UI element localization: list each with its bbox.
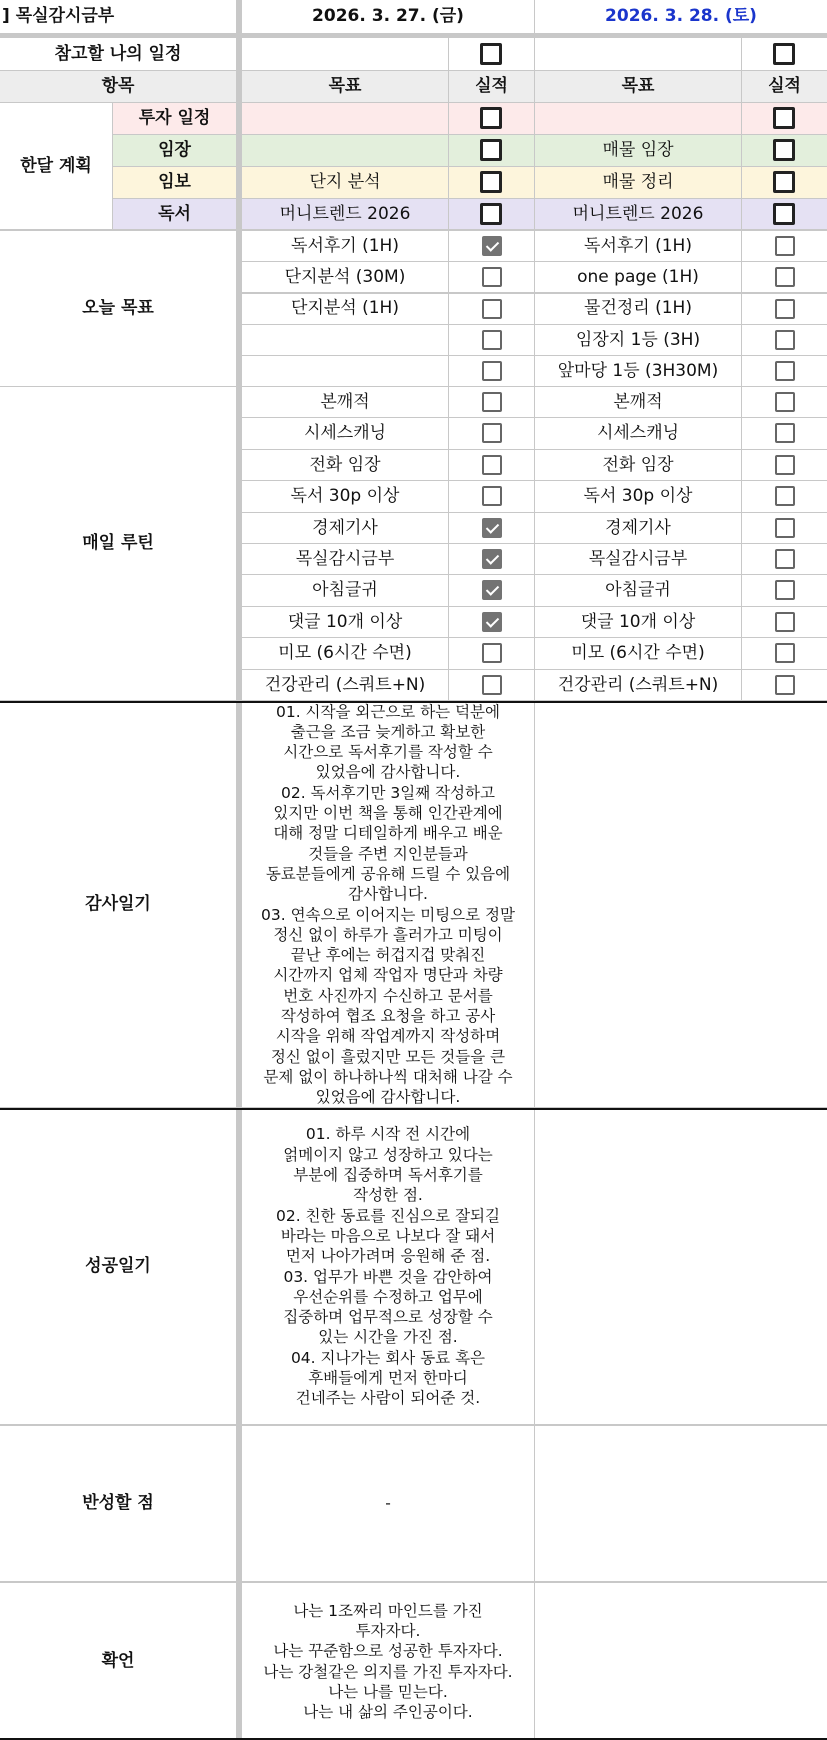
day1-routine-item[interactable]: 시세스캐닝: [242, 418, 448, 448]
day2-routine-checkbox[interactable]: [775, 549, 795, 569]
day2-routine-item[interactable]: 경제기사: [535, 513, 741, 543]
day1-routine-checkbox[interactable]: [482, 643, 502, 663]
day1-today-goal-check-cell: [449, 262, 534, 292]
day2-imjang-goal[interactable]: 매물 임장: [535, 135, 741, 166]
day1-routine-check-cell: [449, 607, 534, 637]
day1-routine-checkbox[interactable]: [482, 612, 502, 632]
day2-routine-check-cell: [742, 450, 827, 480]
day2-gratitude[interactable]: [535, 702, 827, 1107]
day1-routine-item[interactable]: 본깨적: [242, 387, 448, 417]
day2-today-goal-check-cell: [742, 356, 827, 386]
reading-label: 독서: [113, 199, 236, 229]
day1-routine-check-cell: [449, 513, 534, 543]
day2-reading-check-cell: [742, 199, 827, 229]
imbo-label: 임보: [113, 167, 236, 198]
day2-routine-check-cell: [742, 418, 827, 448]
day1-today-goal[interactable]: [242, 325, 448, 355]
day1-routine-check-cell: [449, 670, 534, 700]
affirmation-label: 확언: [0, 1583, 236, 1740]
day2-routine-checkbox[interactable]: [775, 423, 795, 443]
day2-affirmation[interactable]: [535, 1583, 827, 1740]
day1-routine-item[interactable]: 경제기사: [242, 513, 448, 543]
day2-routine-item[interactable]: 미모 (6시간 수면): [535, 638, 741, 668]
day1-today-goal-checkbox[interactable]: [482, 236, 502, 256]
day2-imbo-checkbox[interactable]: [773, 171, 795, 193]
day1-routine-check-cell: [449, 418, 534, 448]
day1-imbo-checkbox[interactable]: [480, 171, 502, 193]
day1-imjang-goal[interactable]: [242, 135, 448, 166]
success-label: 성공일기: [0, 1109, 236, 1424]
day2-routine-item[interactable]: 아침글귀: [535, 575, 741, 605]
day1-routine-check-cell: [449, 387, 534, 417]
day1-today-goal-check-cell: [449, 294, 534, 324]
day2-routine-checkbox[interactable]: [775, 486, 795, 506]
day2-routine-checkbox[interactable]: [775, 392, 795, 412]
day2-routine-item[interactable]: 건강관리 (스쿼트+N): [535, 670, 741, 700]
day2-today-goal-checkbox[interactable]: [775, 330, 795, 350]
day1-routine-item[interactable]: 목실감시금부: [242, 544, 448, 574]
day2-routine-checkbox[interactable]: [775, 518, 795, 538]
day1-today-goal-checkbox[interactable]: [482, 267, 502, 287]
day1-today-goal-checkbox[interactable]: [482, 330, 502, 350]
day2-today-goal-check-cell: [742, 231, 827, 261]
day1-today-goal-check-cell: [449, 231, 534, 261]
day1-routine-checkbox[interactable]: [482, 486, 502, 506]
imjang-label: 임장: [113, 135, 236, 166]
day1-today-goal[interactable]: 단지분석 (1H): [242, 294, 448, 324]
day2-ref-checkbox[interactable]: [773, 43, 795, 65]
day2-imbo-goal[interactable]: 매물 정리: [535, 167, 741, 198]
day2-routine-checkbox[interactable]: [775, 455, 795, 475]
day2-routine-checkbox[interactable]: [775, 612, 795, 632]
day2-today-goal-check-cell: [742, 262, 827, 292]
day1-routine-checkbox[interactable]: [482, 518, 502, 538]
day1-routine-checkbox[interactable]: [482, 675, 502, 695]
ref-schedule-label: 참고할 나의 일정: [0, 38, 236, 70]
day1-routine-item[interactable]: 아침글귀: [242, 575, 448, 605]
day1-routine-item[interactable]: 전화 임장: [242, 450, 448, 480]
day1-routine-checkbox[interactable]: [482, 549, 502, 569]
day1-reflection[interactable]: [242, 1426, 534, 1581]
day1-result-header: 실적: [449, 71, 534, 102]
day1-gratitude-text: 01. 시작을 외근으로 하는 덕분에 출근을 조금 늦게하고 확보한 시간으로 독서후기를 작성할 수 있었음에 감사합니다. 02. 독서후기만 3일째 작성하고 있지만 이번 책을 통해 인간관계에 대해 정말 디테일하게 배우고 배운 것들을 주변 지인분들과 동료분들에게 공유해 드릴 수 있음에 감사합니다. 03. 연속으로 이어지는 미팅으로 정말 정신 없이 하루가 흘러가고 미팅이 끝난 후에는 허겁지겁 맞춰진 시간까지 업체 작업자 명단과 차량 번호 사진까지 수신하고 문서를 작성하여 협조 요청을 하고 공사 시작을 위해 작업계까지 작성하며 정신 없이 흘렀지만 모든 것들을 큰 문제 없이 하나하나씩 대처해 나갈 수 있었음에 감사합니다.: [261, 702, 515, 1107]
day2-today-goal-checkbox[interactable]: [775, 236, 795, 256]
day1-routine-check-cell: [449, 450, 534, 480]
day1-routine-item[interactable]: 독서 30p 이상: [242, 481, 448, 511]
day1-today-goal[interactable]: 독서후기 (1H): [242, 231, 448, 261]
gratitude-label: 감사일기: [0, 702, 236, 1107]
day1-invest-goal[interactable]: [242, 103, 448, 134]
day1-goal-header: 목표: [242, 71, 448, 102]
day2-routine-check-cell: [742, 607, 827, 637]
day2-imjang-check-cell: [742, 135, 827, 166]
day2-today-goal-check-cell: [742, 294, 827, 324]
today-goal-label: 오늘 목표: [0, 231, 236, 386]
day1-routine-checkbox[interactable]: [482, 423, 502, 443]
day1-reading-check-cell: [449, 199, 534, 229]
day1-routine-check-cell: [449, 544, 534, 574]
day2-date: 2026. 3. 28. (토): [535, 0, 827, 33]
day2-routine-item[interactable]: 독서 30p 이상: [535, 481, 741, 511]
day2-today-goal[interactable]: 독서후기 (1H): [535, 231, 741, 261]
day1-date: 2026. 3. 27. (금): [242, 0, 534, 33]
day1-routine-check-cell: [449, 638, 534, 668]
section-divider: [0, 701, 827, 703]
day2-routine-check-cell: [742, 513, 827, 543]
day2-routine-check-cell: [742, 670, 827, 700]
day2-routine-item[interactable]: 댓글 10개 이상: [535, 607, 741, 637]
day2-routine-check-cell: [742, 575, 827, 605]
day2-reading-goal[interactable]: 머니트렌드 2026: [535, 199, 741, 229]
day2-routine-checkbox[interactable]: [775, 643, 795, 663]
day1-invest-checkbox[interactable]: [480, 107, 502, 129]
monthly-plan-label: 한달 계획: [0, 103, 112, 229]
invest-schedule-label: 투자 일정: [113, 103, 236, 134]
day1-affirmation[interactable]: [242, 1583, 534, 1740]
day2-invest-goal[interactable]: [535, 103, 741, 134]
day1-imjang-check-cell: [449, 135, 534, 166]
day2-imbo-check-cell: [742, 167, 827, 198]
day2-imjang-checkbox[interactable]: [773, 139, 795, 161]
day2-today-goal-checkbox[interactable]: [775, 267, 795, 287]
day2-ref-schedule[interactable]: [535, 38, 741, 70]
day2-routine-checkbox[interactable]: [775, 580, 795, 600]
reflection-label: 반성할 점: [0, 1426, 236, 1581]
day1-today-goal[interactable]: [242, 356, 448, 386]
day2-reading-checkbox[interactable]: [773, 203, 795, 225]
daily-routine-label: 매일 루틴: [0, 387, 236, 700]
day2-today-goal-check-cell: [742, 325, 827, 355]
day1-ref-checkbox[interactable]: [480, 43, 502, 65]
day1-today-goal-checkbox[interactable]: [482, 299, 502, 319]
day2-routine-item[interactable]: 본깨적: [535, 387, 741, 417]
day2-today-goal-checkbox[interactable]: [775, 361, 795, 381]
day1-routine-item[interactable]: 댓글 10개 이상: [242, 607, 448, 637]
day1-routine-checkbox[interactable]: [482, 580, 502, 600]
day2-routine-item[interactable]: 목실감시금부: [535, 544, 741, 574]
day1-routine-check-cell: [449, 575, 534, 605]
day2-invest-check-cell: [742, 103, 827, 134]
day1-gratitude[interactable]: [242, 702, 534, 1107]
day1-reading-goal[interactable]: 머니트렌드 2026: [242, 199, 448, 229]
day1-affirmation-text: 나는 1조짜리 마인드를 가진 투자자다. 나는 꾸준함으로 성공한 투자자다. 나는 강철같은 의지를 가진 투자자다. 나는 나를 믿는다. 나는 내 삶의 주인공이다.: [263, 1601, 513, 1722]
day1-today-goal-check-cell: [449, 356, 534, 386]
day1-invest-check-cell: [449, 103, 534, 134]
day2-today-goal-checkbox[interactable]: [775, 299, 795, 319]
day1-imjang-checkbox[interactable]: [480, 139, 502, 161]
day2-routine-check-cell: [742, 387, 827, 417]
day1-success-text: 01. 하루 시작 전 시간에 얽메이지 않고 성장하고 있다는 부분에 집중하며 독서후기를 작성한 점. 02. 친한 동료를 진심으로 잘되길 바라는 마음으로 나보다 잘 돼서 먼저 나아가려며 응원해 준 점. 03. 업무가 바쁜 것을 감안하여 우선순위를 수정하고 업무에 집중하며 업무적으로 성장할 수 있는 시간을 가진 점. 04. 지나가는 회사 동료 혹은 후배들에게 먼저 한마디 건네주는 사람이 되어준 것.: [275, 1125, 501, 1408]
day2-success[interactable]: [535, 1109, 827, 1424]
day1-today-goal-check-cell: [449, 325, 534, 355]
day2-today-goal[interactable]: one page (1H): [535, 262, 741, 292]
section-divider: [0, 1108, 827, 1110]
day1-reflection-text: -: [385, 1494, 391, 1513]
day2-result-header: 실적: [742, 71, 827, 102]
day2-routine-item[interactable]: 전화 임장: [535, 450, 741, 480]
day2-ref-check-cell: [742, 38, 827, 70]
day1-routine-item[interactable]: 건강관리 (스쿼트+N): [242, 670, 448, 700]
day1-imbo-check-cell: [449, 167, 534, 198]
day2-routine-check-cell: [742, 638, 827, 668]
day1-routine-check-cell: [449, 481, 534, 511]
day1-today-goal[interactable]: 단지분석 (30M): [242, 262, 448, 292]
day1-success[interactable]: [242, 1109, 534, 1424]
day1-routine-item[interactable]: 미모 (6시간 수면): [242, 638, 448, 668]
day2-today-goal[interactable]: 물건정리 (1H): [535, 294, 741, 324]
day1-reading-checkbox[interactable]: [480, 203, 502, 225]
sheet-title: ] 목실감시금부: [0, 0, 236, 33]
day2-routine-check-cell: [742, 544, 827, 574]
day2-routine-item[interactable]: 시세스캐닝: [535, 418, 741, 448]
day2-goal-header: 목표: [535, 71, 741, 102]
day1-ref-check-cell: [449, 38, 534, 70]
day2-routine-check-cell: [742, 481, 827, 511]
day1-imbo-goal[interactable]: 단지 분석: [242, 167, 448, 198]
day2-routine-checkbox[interactable]: [775, 675, 795, 695]
day1-ref-schedule[interactable]: [242, 38, 448, 70]
day1-today-goal-checkbox[interactable]: [482, 361, 502, 381]
day1-routine-checkbox[interactable]: [482, 455, 502, 475]
day1-routine-checkbox[interactable]: [482, 392, 502, 412]
day2-today-goal[interactable]: 앞마당 1등 (3H30M): [535, 356, 741, 386]
section-divider: [0, 1738, 827, 1740]
day2-today-goal[interactable]: 임장지 1등 (3H): [535, 325, 741, 355]
day2-invest-checkbox[interactable]: [773, 107, 795, 129]
item-header: 항목: [0, 71, 236, 102]
day2-reflection[interactable]: [535, 1426, 827, 1581]
